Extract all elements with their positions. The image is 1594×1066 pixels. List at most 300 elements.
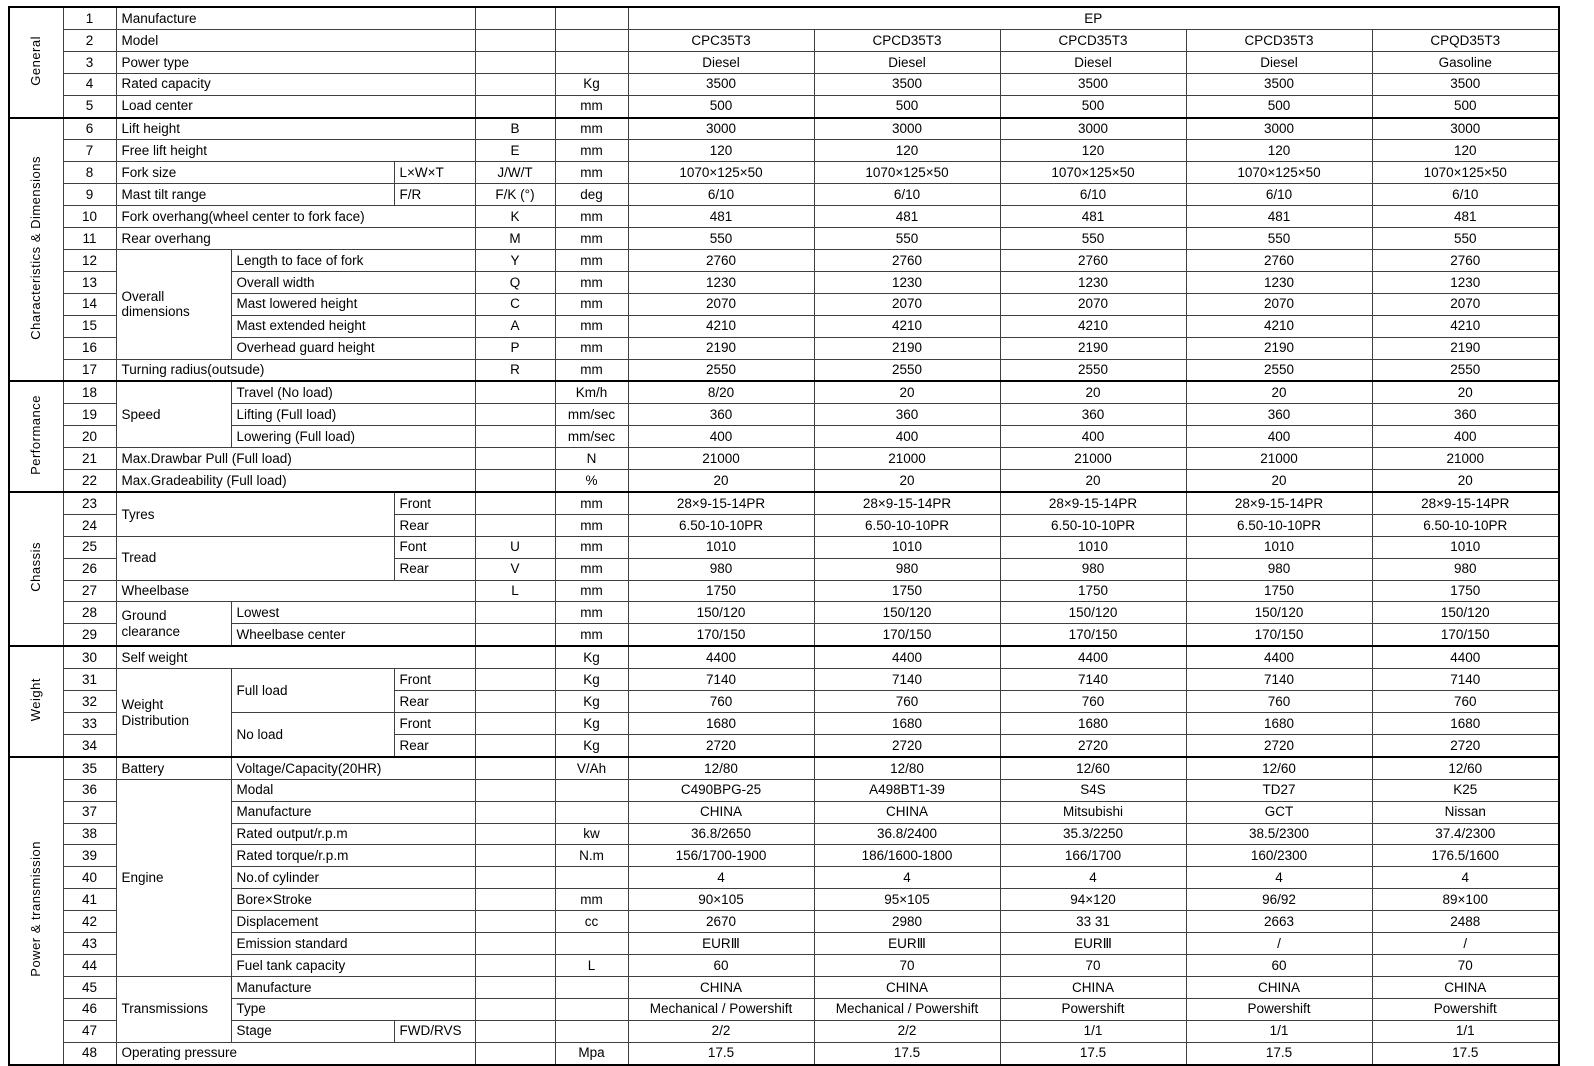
spec-label: Length to face of fork [231, 249, 475, 271]
spec-value: 36.8/2400 [814, 823, 1000, 845]
spec-table [8, 6, 1560, 1066]
spec-label: Overall dimensions [116, 249, 231, 359]
dimension-symbol [475, 757, 555, 779]
spec-value: 400 [1186, 426, 1372, 448]
dimension-symbol [475, 845, 555, 867]
row-number: 46 [63, 998, 116, 1020]
spec-row [9, 404, 1559, 426]
spec-value: 980 [1372, 558, 1559, 580]
unit-label: mm [555, 140, 628, 162]
spec-value: 3500 [1372, 73, 1559, 95]
spec-label: Wheelbase [116, 580, 475, 602]
spec-value: 4210 [1186, 315, 1372, 337]
spec-value: 1010 [1372, 536, 1559, 558]
spec-label: Modal [231, 779, 475, 801]
spec-value: 3000 [1186, 118, 1372, 140]
spec-value: 4 [1186, 867, 1372, 889]
unit-label: Kg [555, 691, 628, 713]
spec-value: 60 [1186, 954, 1372, 976]
unit-label: mm [555, 95, 628, 117]
row-number: 28 [63, 602, 116, 624]
dimension-symbol [475, 492, 555, 514]
row-number: 24 [63, 514, 116, 536]
row-number: 36 [63, 779, 116, 801]
spec-value: 3000 [628, 118, 814, 140]
spec-value: 1070×125×50 [1372, 162, 1559, 184]
unit-label: cc [555, 911, 628, 933]
unit-label: L [555, 954, 628, 976]
spec-value: 20 [1186, 381, 1372, 403]
spec-value: 2663 [1186, 911, 1372, 933]
spec-value: Mechanical / Powershift [814, 998, 1000, 1020]
spec-value: 2190 [628, 337, 814, 359]
dimension-symbol [475, 29, 555, 51]
spec-row [9, 580, 1559, 602]
spec-value: 1/1 [1186, 1020, 1372, 1042]
dimension-symbol [475, 470, 555, 492]
spec-value: 60 [628, 954, 814, 976]
spec-value: 21000 [1000, 448, 1186, 470]
spec-value: 2550 [628, 359, 814, 381]
unit-label: mm [555, 162, 628, 184]
spec-row [9, 492, 1559, 514]
spec-label: Turning radius(outsude) [116, 359, 475, 381]
spec-value: 2070 [628, 293, 814, 315]
spec-row [9, 184, 1559, 206]
spec-value: CHINA [628, 801, 814, 823]
spec-row [9, 315, 1559, 337]
spec-value: 95×105 [814, 889, 1000, 911]
spec-value: CHINA [1186, 976, 1372, 998]
spec-value: 2070 [1372, 293, 1559, 315]
spec-value: 4400 [1372, 646, 1559, 668]
spec-value: CHINA [1372, 976, 1559, 998]
spec-row [9, 536, 1559, 558]
spec-row [9, 624, 1559, 646]
spec-value: 37.4/2300 [1372, 823, 1559, 845]
spec-row [9, 823, 1559, 845]
spec-value: 156/1700-1900 [628, 845, 814, 867]
spec-label: F/R [394, 184, 475, 206]
spec-label: Free lift height [116, 140, 475, 162]
spec-value: C490BPG-25 [628, 779, 814, 801]
spec-value: 2720 [1000, 734, 1186, 756]
spec-label: Rear [394, 514, 475, 536]
dimension-symbol [475, 1042, 555, 1064]
spec-label: Rear [394, 734, 475, 756]
spec-value: 120 [1000, 140, 1186, 162]
unit-label: mm [555, 602, 628, 624]
spec-value: 400 [1372, 426, 1559, 448]
spec-value: 360 [628, 404, 814, 426]
spec-row [9, 140, 1559, 162]
spec-value: 2720 [628, 734, 814, 756]
row-number: 34 [63, 734, 116, 756]
spec-label: Manufacture [231, 976, 475, 998]
spec-value: 12/80 [814, 757, 1000, 779]
unit-label: Kg [555, 713, 628, 735]
spec-value: 1230 [1372, 271, 1559, 293]
spec-value: 2488 [1372, 911, 1559, 933]
unit-label [555, 7, 628, 29]
row-number: 8 [63, 162, 116, 184]
spec-value: 760 [1000, 691, 1186, 713]
spec-label: Travel (No load) [231, 381, 475, 403]
row-number: 20 [63, 426, 116, 448]
spec-row [9, 669, 1559, 691]
spec-label: Operating pressure [116, 1042, 475, 1064]
spec-value: GCT [1186, 801, 1372, 823]
unit-label: mm [555, 337, 628, 359]
spec-label: FWD/RVS [394, 1020, 475, 1042]
spec-value: 400 [814, 426, 1000, 448]
spec-value: 70 [1000, 954, 1186, 976]
unit-label [555, 976, 628, 998]
spec-value: 6/10 [628, 184, 814, 206]
row-number: 5 [63, 95, 116, 117]
spec-value: 28×9-15-14PR [1186, 492, 1372, 514]
spec-label: Manufacture [231, 801, 475, 823]
spec-value: 170/150 [1186, 624, 1372, 646]
spec-value: 2070 [814, 293, 1000, 315]
spec-label: Front [394, 713, 475, 735]
spec-value: 150/120 [1186, 602, 1372, 624]
spec-label: Voltage/Capacity(20HR) [231, 757, 475, 779]
dimension-symbol [475, 867, 555, 889]
spec-value: 21000 [628, 448, 814, 470]
unit-label [555, 29, 628, 51]
spec-value: 4 [814, 867, 1000, 889]
spec-value: 12/60 [1186, 757, 1372, 779]
spec-label: Font [394, 536, 475, 558]
spec-value: 160/2300 [1186, 845, 1372, 867]
spec-value: 4400 [628, 646, 814, 668]
section-label-text: Performance [27, 394, 43, 475]
spec-value: 2550 [1372, 359, 1559, 381]
spec-value: 3000 [1372, 118, 1559, 140]
unit-label: % [555, 470, 628, 492]
unit-label: deg [555, 184, 628, 206]
spec-row [9, 337, 1559, 359]
dimension-symbol: U [475, 536, 555, 558]
spec-label: Tyres [116, 492, 394, 536]
spec-value: 2760 [1186, 249, 1372, 271]
spec-value: CHINA [814, 801, 1000, 823]
spec-label: Speed [116, 381, 231, 447]
unit-label: N.m [555, 845, 628, 867]
spec-value: 550 [814, 228, 1000, 250]
spec-row [9, 801, 1559, 823]
spec-value: 28×9-15-14PR [814, 492, 1000, 514]
spec-label: No.of cylinder [231, 867, 475, 889]
spec-value: 760 [1186, 691, 1372, 713]
spec-label: Transmissions [116, 976, 231, 1042]
unit-label: Kg [555, 734, 628, 756]
spec-row [9, 470, 1559, 492]
spec-value: 20 [1372, 381, 1559, 403]
spec-value: 2760 [628, 249, 814, 271]
spec-row [9, 7, 1559, 29]
spec-value: 1680 [1372, 713, 1559, 735]
row-number: 37 [63, 801, 116, 823]
spec-value: 4210 [814, 315, 1000, 337]
spec-label: Lowering (Full load) [231, 426, 475, 448]
dimension-symbol: Y [475, 249, 555, 271]
spec-value: 1750 [628, 580, 814, 602]
spec-value: 6/10 [1372, 184, 1559, 206]
spec-value: 120 [1372, 140, 1559, 162]
spec-value: 2980 [814, 911, 1000, 933]
spec-value: 17.5 [1000, 1042, 1186, 1064]
section-label [9, 646, 63, 757]
row-number: 17 [63, 359, 116, 381]
spec-value: 1/1 [1372, 1020, 1559, 1042]
row-number: 30 [63, 646, 116, 668]
spec-label: Model [116, 29, 475, 51]
spec-value: EP [628, 7, 1559, 29]
unit-label: mm/sec [555, 426, 628, 448]
row-number: 45 [63, 976, 116, 998]
spec-label: Fuel tank capacity [231, 954, 475, 976]
dimension-symbol [475, 933, 555, 955]
row-number: 14 [63, 293, 116, 315]
row-number: 13 [63, 271, 116, 293]
unit-label: kw [555, 823, 628, 845]
spec-value: 4210 [628, 315, 814, 337]
spec-value: Diesel [814, 51, 1000, 73]
unit-label: mm [555, 492, 628, 514]
spec-label: Overall width [231, 271, 475, 293]
spec-row [9, 73, 1559, 95]
spec-value: 400 [628, 426, 814, 448]
spec-value: CPCD35T3 [1000, 29, 1186, 51]
spec-value: TD27 [1186, 779, 1372, 801]
dimension-symbol [475, 801, 555, 823]
spec-value: 7140 [1372, 669, 1559, 691]
spec-row [9, 911, 1559, 933]
spec-value: 1750 [1372, 580, 1559, 602]
spec-row [9, 1042, 1559, 1064]
spec-value: Mitsubishi [1000, 801, 1186, 823]
dimension-symbol: F/K (°) [475, 184, 555, 206]
spec-value: 12/60 [1372, 757, 1559, 779]
spec-label: No load [231, 713, 394, 757]
spec-value: 1750 [814, 580, 1000, 602]
dimension-symbol: K [475, 206, 555, 228]
dimension-symbol [475, 381, 555, 403]
spec-value: 6/10 [1186, 184, 1372, 206]
spec-row [9, 448, 1559, 470]
unit-label: mm [555, 293, 628, 315]
unit-label [555, 51, 628, 73]
spec-row [9, 954, 1559, 976]
dimension-symbol [475, 448, 555, 470]
spec-value: Diesel [1000, 51, 1186, 73]
dimension-symbol [475, 911, 555, 933]
dimension-symbol: J/W/T [475, 162, 555, 184]
spec-value: 28×9-15-14PR [628, 492, 814, 514]
spec-value: CHINA [628, 976, 814, 998]
unit-label: mm [555, 359, 628, 381]
spec-value: 3500 [814, 73, 1000, 95]
spec-value: 6/10 [814, 184, 1000, 206]
spec-value: / [1186, 933, 1372, 955]
spec-value: 980 [1186, 558, 1372, 580]
section-label [9, 7, 63, 118]
spec-value: 20 [814, 470, 1000, 492]
unit-label: mm [555, 249, 628, 271]
spec-label: Rear [394, 691, 475, 713]
spec-row [9, 206, 1559, 228]
unit-label: mm [555, 514, 628, 536]
dimension-symbol [475, 734, 555, 756]
spec-value: 500 [1000, 95, 1186, 117]
spec-value: 2550 [814, 359, 1000, 381]
spec-value: 4400 [1186, 646, 1372, 668]
spec-value: 760 [814, 691, 1000, 713]
spec-row [9, 867, 1559, 889]
spec-value: 2190 [814, 337, 1000, 359]
spec-value: CHINA [814, 976, 1000, 998]
row-number: 40 [63, 867, 116, 889]
dimension-symbol [475, 1020, 555, 1042]
spec-value: 4 [1000, 867, 1186, 889]
row-number: 18 [63, 381, 116, 403]
spec-value: Nissan [1372, 801, 1559, 823]
spec-value: 550 [628, 228, 814, 250]
spec-value: 170/150 [1372, 624, 1559, 646]
dimension-symbol: Q [475, 271, 555, 293]
spec-label: Ground clearance [116, 602, 231, 646]
spec-row [9, 602, 1559, 624]
spec-value: 2190 [1186, 337, 1372, 359]
row-number: 3 [63, 51, 116, 73]
dimension-symbol [475, 404, 555, 426]
spec-label: Mast tilt range [116, 184, 394, 206]
unit-label: V/Ah [555, 757, 628, 779]
spec-label: Engine [116, 779, 231, 976]
row-number: 48 [63, 1042, 116, 1064]
row-number: 15 [63, 315, 116, 337]
spec-row [9, 95, 1559, 117]
dimension-symbol [475, 713, 555, 735]
unit-label: mm [555, 536, 628, 558]
spec-label: Self weight [116, 646, 475, 668]
unit-label: mm [555, 228, 628, 250]
spec-value: 980 [814, 558, 1000, 580]
dimension-symbol [475, 7, 555, 29]
spec-value: 6.50-10-10PR [814, 514, 1000, 536]
unit-label: N [555, 448, 628, 470]
spec-value: 1010 [628, 536, 814, 558]
spec-value: 3500 [1186, 73, 1372, 95]
spec-value: S4S [1000, 779, 1186, 801]
spec-value: 6.50-10-10PR [1186, 514, 1372, 536]
spec-row [9, 29, 1559, 51]
unit-label: mm [555, 315, 628, 337]
row-number: 29 [63, 624, 116, 646]
spec-value: 6.50-10-10PR [1000, 514, 1186, 536]
spec-label: Overhead guard height [231, 337, 475, 359]
spec-value: 2670 [628, 911, 814, 933]
spec-value: 7140 [814, 669, 1000, 691]
spec-row [9, 228, 1559, 250]
dimension-symbol [475, 889, 555, 911]
spec-label: Fork overhang(wheel center to fork face) [116, 206, 475, 228]
row-number: 25 [63, 536, 116, 558]
spec-value: 20 [1000, 381, 1186, 403]
spec-value: 360 [1372, 404, 1559, 426]
row-number: 16 [63, 337, 116, 359]
dimension-symbol [475, 646, 555, 668]
spec-value: EURⅢ [1000, 933, 1186, 955]
section-label [9, 757, 63, 1065]
dimension-symbol [475, 669, 555, 691]
spec-value: 21000 [1186, 448, 1372, 470]
spec-value: 550 [1000, 228, 1186, 250]
spec-value: 760 [1372, 691, 1559, 713]
spec-label: Lowest [231, 602, 475, 624]
spec-value: 170/150 [814, 624, 1000, 646]
spec-value: 760 [628, 691, 814, 713]
spec-row [9, 249, 1559, 271]
spec-row [9, 779, 1559, 801]
section-label-text: Characteristics & Dimensions [27, 155, 43, 340]
spec-label: Manufacture [116, 7, 475, 29]
spec-value: Diesel [628, 51, 814, 73]
spec-value: 2550 [1186, 359, 1372, 381]
dimension-symbol: E [475, 140, 555, 162]
spec-value: Powershift [1000, 998, 1186, 1020]
section-label [9, 381, 63, 492]
row-number: 12 [63, 249, 116, 271]
spec-value: 7140 [1000, 669, 1186, 691]
dimension-symbol [475, 976, 555, 998]
row-number: 27 [63, 580, 116, 602]
spec-value: CHINA [1000, 976, 1186, 998]
spec-value: 17.5 [1186, 1042, 1372, 1064]
spec-value: 481 [1186, 206, 1372, 228]
row-number: 23 [63, 492, 116, 514]
spec-value: 20 [1186, 470, 1372, 492]
spec-value: 176.5/1600 [1372, 845, 1559, 867]
spec-row [9, 51, 1559, 73]
spec-row [9, 845, 1559, 867]
spec-value: 4 [1372, 867, 1559, 889]
unit-label: Km/h [555, 381, 628, 403]
spec-value: 20 [1000, 470, 1186, 492]
spec-label: Front [394, 669, 475, 691]
dimension-symbol [475, 954, 555, 976]
spec-label: Max.Gradeability (Full load) [116, 470, 475, 492]
spec-label: Rear [394, 558, 475, 580]
row-number: 2 [63, 29, 116, 51]
spec-label: Lift height [116, 118, 475, 140]
spec-value: 1070×125×50 [1186, 162, 1372, 184]
spec-label: Type [231, 998, 475, 1020]
spec-label: Rated capacity [116, 73, 475, 95]
unit-label: mm/sec [555, 404, 628, 426]
spec-value: 6/10 [1000, 184, 1186, 206]
spec-value: 360 [1000, 404, 1186, 426]
spec-value: 1230 [628, 271, 814, 293]
spec-value: 20 [628, 470, 814, 492]
row-number: 7 [63, 140, 116, 162]
spec-value: / [1372, 933, 1559, 955]
section-label-text: Power & transmission [27, 841, 43, 977]
row-number: 26 [63, 558, 116, 580]
spec-value: Diesel [1186, 51, 1372, 73]
